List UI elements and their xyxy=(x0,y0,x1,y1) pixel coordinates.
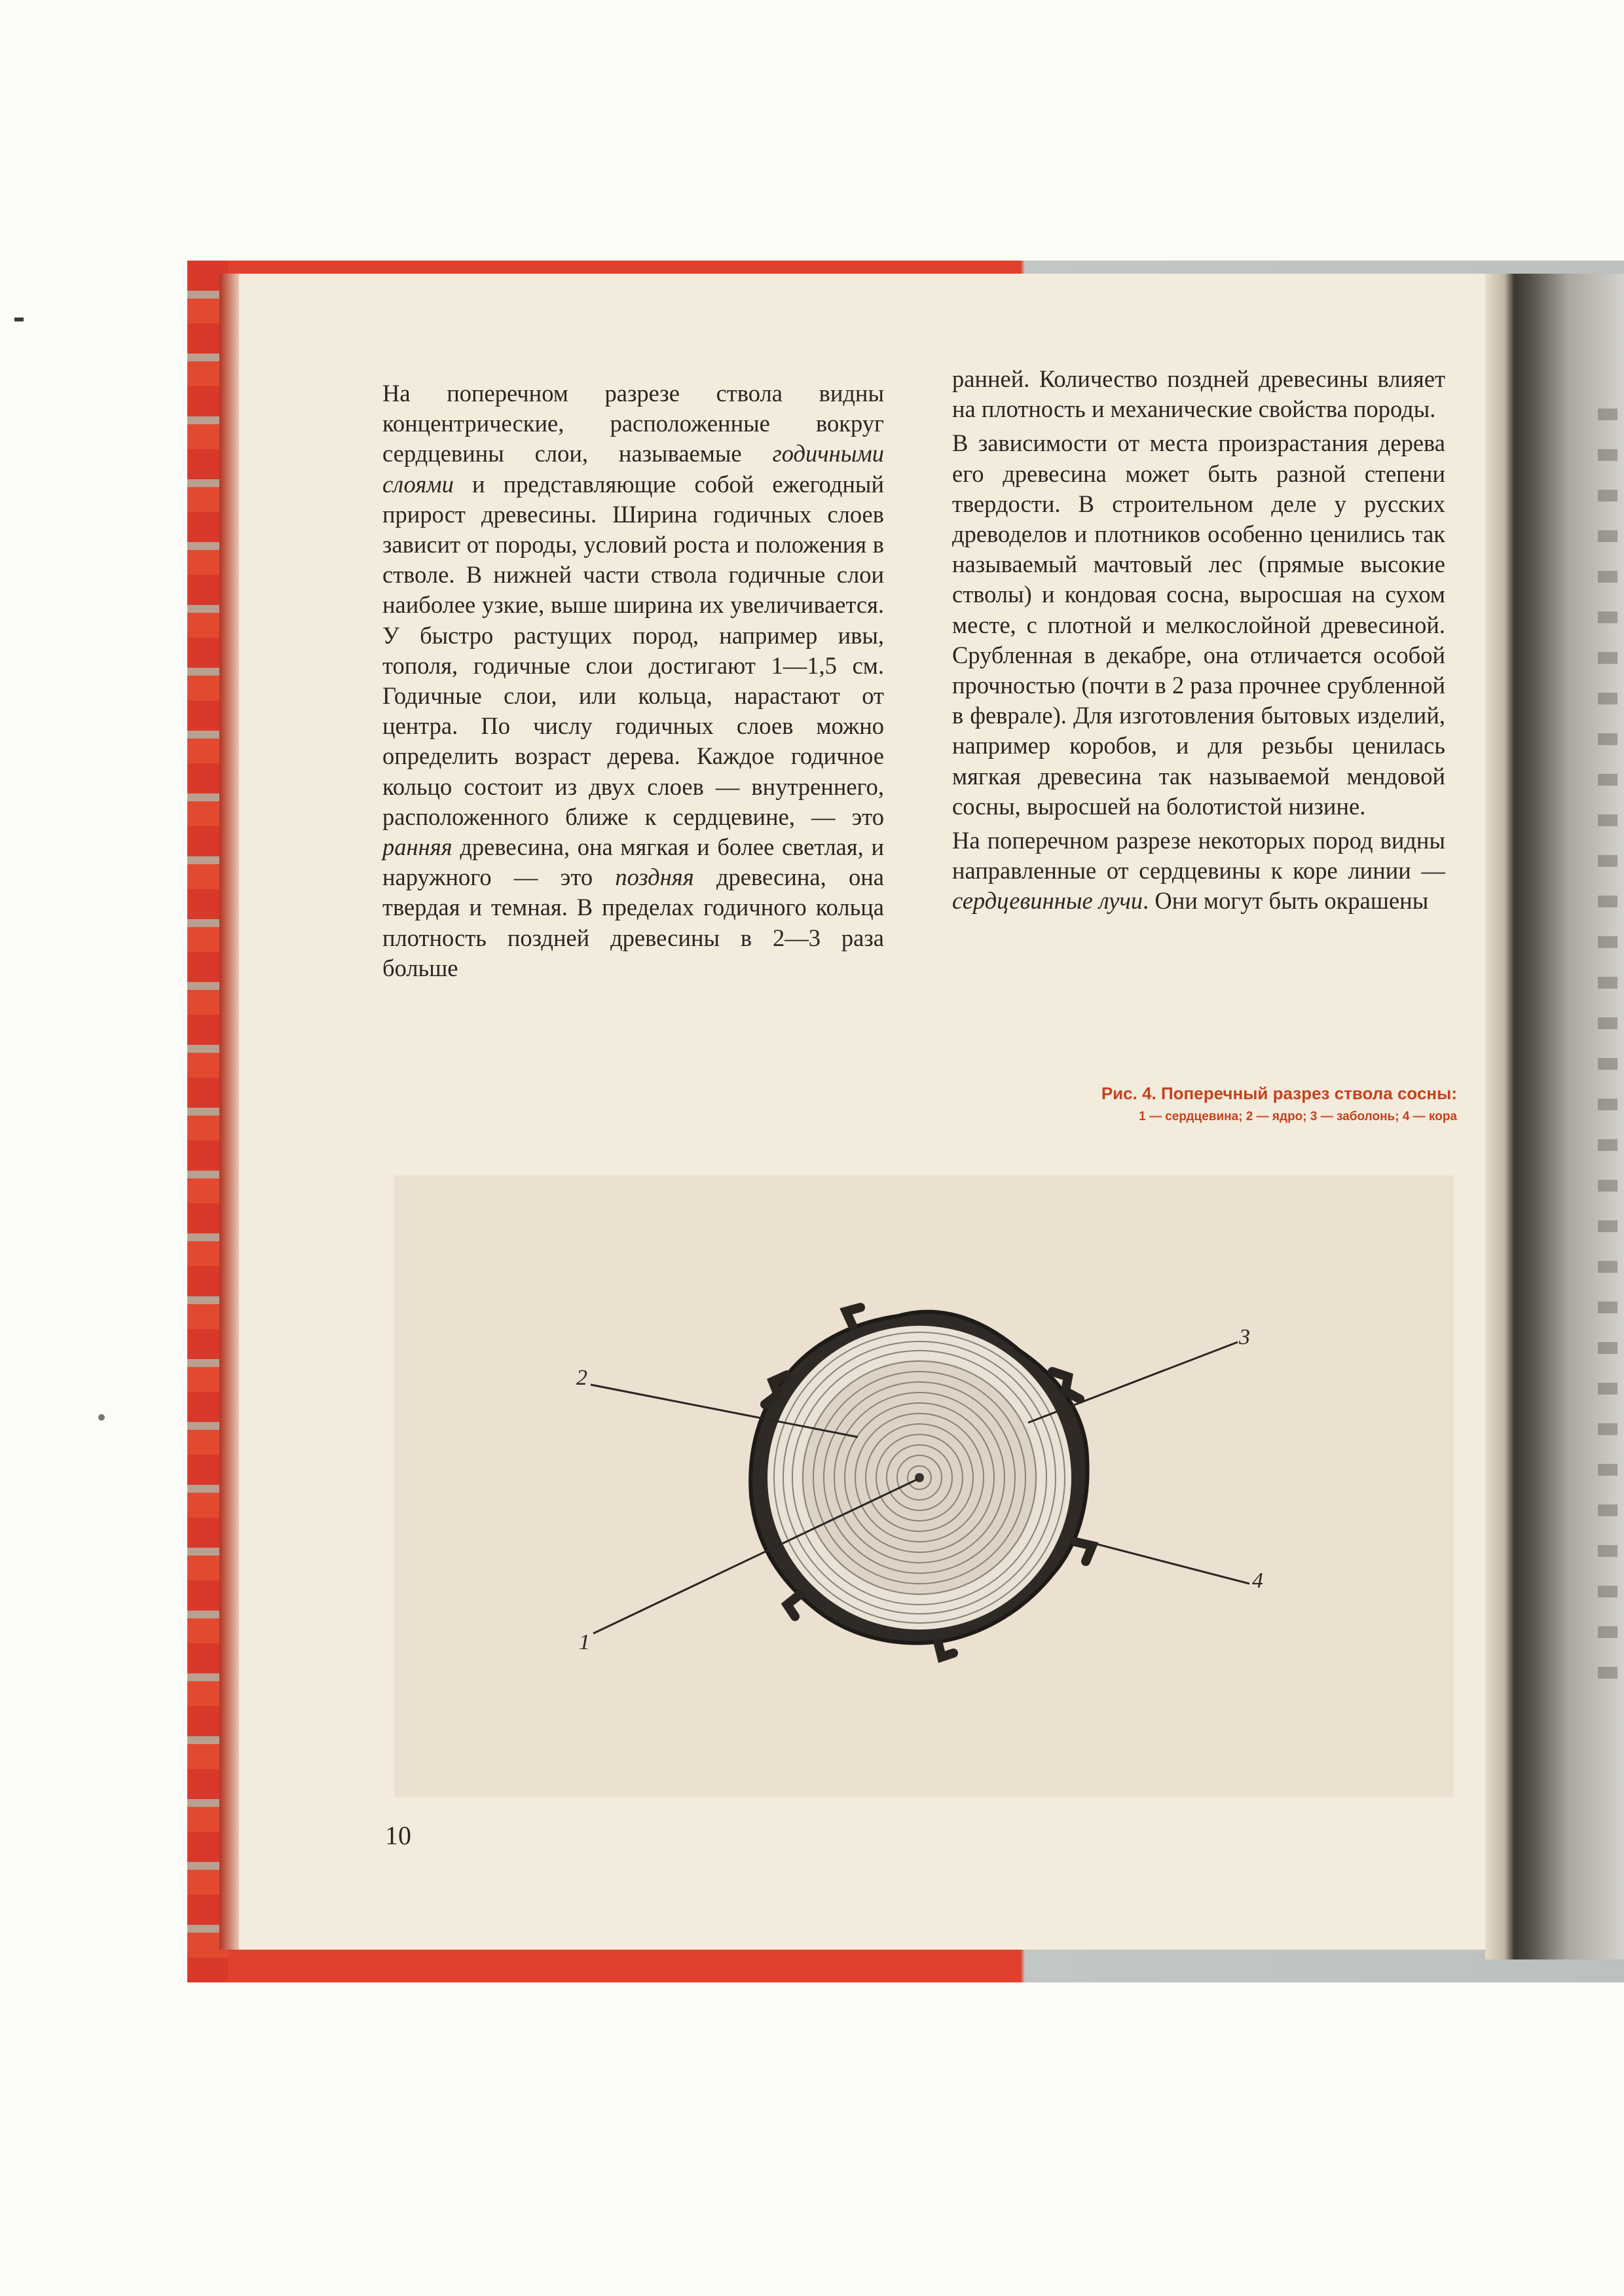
text-run: На поперечном разрезе некоторых пород видны направленные от сердцевины к коре линии — xyxy=(952,827,1445,884)
pine-cross-section-illustration xyxy=(394,1175,1454,1797)
text-run: . Они могут быть окрашены xyxy=(1143,887,1429,915)
figure-label-1: 1 xyxy=(579,1630,590,1654)
left-column-paragraph xyxy=(382,378,884,983)
page-number: 10 xyxy=(385,1821,411,1850)
leader-line-4 xyxy=(1075,1539,1249,1584)
right-column-paragraph-1: ранней. Количество поздней древесины влияет на плотность и механические свойства породы. xyxy=(952,365,1445,423)
text-run: древесина, она мягкая и более светлая, и наружного — это xyxy=(382,833,884,891)
term-early-wood: ранняя xyxy=(382,833,452,861)
term-medullary-rays: сердцевинные лучи xyxy=(952,887,1143,915)
term-late-wood: поздняя xyxy=(615,864,694,891)
caption-legend: 1 — сердцевина; 2 — ядро; 3 — заболонь; 4 — кора xyxy=(1139,1110,1457,1123)
figure-caption xyxy=(877,1080,1457,1127)
right-column-paragraph-2: В зависимости от места произрастания дерева его древесина может быть разной степени твердости. В строительном деле у русских древоделов и плотников особенно ценились так называемый мачтовый лес (прямые высокие стволы) и кондовая сосна, выросшая на сухом месте, с плотной и мелкослойной древесиной. Срубленная в декабре, она отличается особой прочностью (почти в 2 раза прочнее срубленной в феврале). Для изготовления бытовых изделий, например коробов, и для резьбы ценилась мягкая древесина так называемой мендовой сосны, выросшей на болотистой низине. xyxy=(952,429,1445,820)
term-annual-layers: годичными слоями xyxy=(382,440,884,498)
figure-label-3: 3 xyxy=(1239,1325,1250,1349)
figure-label-4: 4 xyxy=(1252,1569,1263,1593)
figure-panel xyxy=(394,1175,1454,1797)
left-text-column xyxy=(382,378,884,983)
text-run: древесина, она твердая и темная. В пределах годичного кольца плотность поздней древесины в 2—3 раза больше xyxy=(382,864,884,981)
text-run: и представляющие собой ежегодный прирост древесины. Ширина годичных слоев зависит от породы, условий роста и положения в стволе. В нижней части ствола годичные слои наиболее узкие, выше ширина их увеличивается. У быстро растущих пород, например ивы, тополя, годичные слои достигают 1—1,5 см. Годичные слои, или кольца, нарастают от центра. По числу годичных слоев можно определить возраст дерева. Каждое годичное кольцо состоит из двух слоев — внутреннего, расположенного ближе к сердцевине, — это xyxy=(382,470,884,830)
figure-label-2: 2 xyxy=(576,1366,587,1390)
page-inner-edge xyxy=(219,274,239,1950)
right-column-paragraph-3 xyxy=(952,826,1445,917)
caption-title: Рис. 4. Поперечный разрез ствола сосны: xyxy=(1101,1084,1457,1103)
right-text-column xyxy=(952,364,1445,917)
leader-line-3 xyxy=(1028,1342,1238,1423)
scan-mark xyxy=(14,318,24,321)
next-page-bleed xyxy=(1598,380,1617,1689)
text-run: На поперечном разрезе ствола видны концентрические, расположенные вокруг сердцевины слои, называемые xyxy=(382,380,884,467)
scan-dust-dot xyxy=(98,1414,105,1421)
